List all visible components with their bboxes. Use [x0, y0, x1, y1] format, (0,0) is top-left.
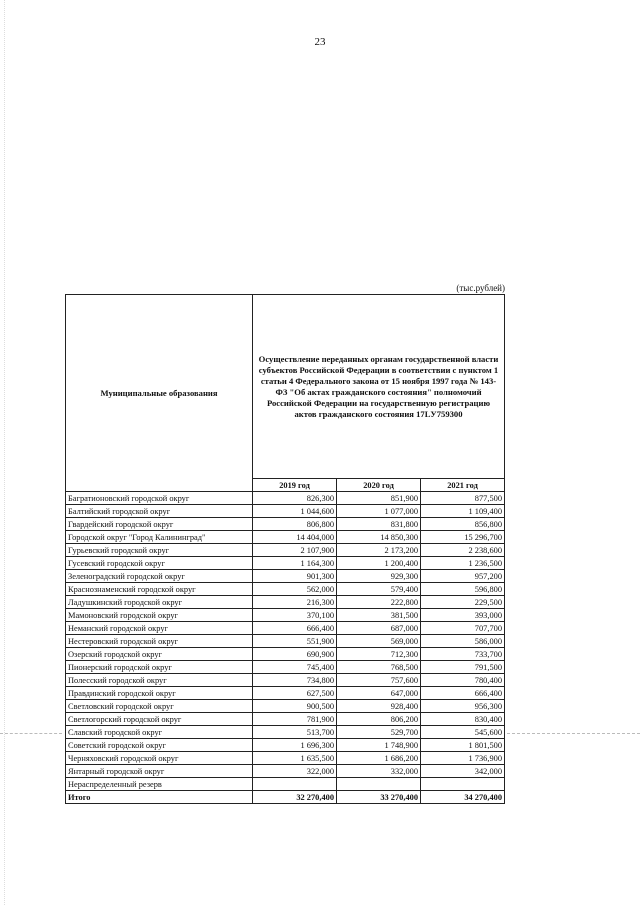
- amount-cell-2019: [253, 778, 337, 791]
- table-row: [66, 726, 505, 739]
- amount-cell-2019: 781,900: [253, 713, 337, 726]
- amount-cell-2021: 229,500: [421, 596, 505, 609]
- amount-cell-2021: 1 236,500: [421, 557, 505, 570]
- amount-cell-2021: 791,500: [421, 661, 505, 674]
- amount-cell-2020: 579,400: [337, 583, 421, 596]
- amount-cell-2020: 712,300: [337, 648, 421, 661]
- amount-cell-2019: 900,500: [253, 700, 337, 713]
- amount-cell-2020: 687,000: [337, 622, 421, 635]
- amount-cell-2019: 322,000: [253, 765, 337, 778]
- table-row: [66, 557, 505, 570]
- amount-cell-2019: 216,300: [253, 596, 337, 609]
- table-row: [66, 778, 505, 791]
- amount-cell-2021: 2 238,600: [421, 544, 505, 557]
- amount-cell-2019: 627,500: [253, 687, 337, 700]
- amount-cell-2019: 666,400: [253, 622, 337, 635]
- table-body: [66, 492, 505, 804]
- table-row: [66, 596, 505, 609]
- table-row: [66, 713, 505, 726]
- amount-cell-2021: 957,200: [421, 570, 505, 583]
- amount-cell-2019: 562,000: [253, 583, 337, 596]
- column-header-year-2021: 2021 год: [421, 479, 505, 492]
- table-row: [66, 544, 505, 557]
- amount-cell-2020: 569,000: [337, 635, 421, 648]
- municipality-name-cell: Гусевский городской округ: [66, 557, 253, 570]
- column-header-year-2020: 2020 год: [337, 479, 421, 492]
- amount-cell-2021: 956,300: [421, 700, 505, 713]
- amount-cell-2021: 393,000: [421, 609, 505, 622]
- table-row: [66, 505, 505, 518]
- table-row: [66, 609, 505, 622]
- amount-cell-2021: [421, 778, 505, 791]
- amount-cell-2020: 381,500: [337, 609, 421, 622]
- table-row: [66, 531, 505, 544]
- municipality-name-cell: Черняховский городской округ: [66, 752, 253, 765]
- amount-cell-2019: 14 404,000: [253, 531, 337, 544]
- amount-cell-2020: 529,700: [337, 726, 421, 739]
- amount-cell-2019: 1 044,600: [253, 505, 337, 518]
- amount-cell-2021: 586,000: [421, 635, 505, 648]
- amount-cell-2021: 733,700: [421, 648, 505, 661]
- table-row: [66, 570, 505, 583]
- table-row: [66, 700, 505, 713]
- municipality-name-cell: Балтийский городской округ: [66, 505, 253, 518]
- amount-cell-2020: 14 850,300: [337, 531, 421, 544]
- amount-cell-2019: 370,100: [253, 609, 337, 622]
- municipality-name-cell: Полесский городской округ: [66, 674, 253, 687]
- amount-cell-2019: 1 164,300: [253, 557, 337, 570]
- header-row-main: [66, 295, 505, 479]
- amount-cell-2020: 806,200: [337, 713, 421, 726]
- amount-cell-2021: 1 109,400: [421, 505, 505, 518]
- amount-cell-2021: 830,400: [421, 713, 505, 726]
- amount-cell-2019: 734,800: [253, 674, 337, 687]
- amount-cell-2019: 901,300: [253, 570, 337, 583]
- amount-cell-2020: 1 077,000: [337, 505, 421, 518]
- amount-cell-2021: 596,800: [421, 583, 505, 596]
- amount-cell-2020: [337, 778, 421, 791]
- table-row: [66, 492, 505, 505]
- amount-cell-2021: 877,500: [421, 492, 505, 505]
- amount-cell-2019: 1 696,300: [253, 739, 337, 752]
- amount-cell-2021: 545,600: [421, 726, 505, 739]
- amount-cell-2019: 826,300: [253, 492, 337, 505]
- amount-cell-2020: 2 173,200: [337, 544, 421, 557]
- municipality-name-cell: Светлогорский городской округ: [66, 713, 253, 726]
- municipality-name-cell: Нестеровский городской округ: [66, 635, 253, 648]
- amount-cell-2020: 831,800: [337, 518, 421, 531]
- amount-cell-2020: 768,500: [337, 661, 421, 674]
- municipality-name-cell: Мамоновский городской округ: [66, 609, 253, 622]
- total-label-cell: Итого: [66, 791, 253, 804]
- appropriations-table-container: [65, 294, 505, 804]
- amount-cell-2020: 928,400: [337, 700, 421, 713]
- municipality-name-cell: Неманский городской округ: [66, 622, 253, 635]
- amount-cell-2019: 1 635,500: [253, 752, 337, 765]
- total-amount-cell-2020: 33 270,400: [337, 791, 421, 804]
- amount-cell-2020: 929,300: [337, 570, 421, 583]
- municipality-name-cell: Озерский городской округ: [66, 648, 253, 661]
- municipality-name-cell: Правдинский городской округ: [66, 687, 253, 700]
- municipality-name-cell: Нераспределенный резерв: [66, 778, 253, 791]
- table-row: [66, 752, 505, 765]
- table-row: [66, 674, 505, 687]
- municipality-name-cell: Советский городской округ: [66, 739, 253, 752]
- municipality-name-cell: Светловский городской округ: [66, 700, 253, 713]
- table-row: [66, 635, 505, 648]
- table-row: [66, 765, 505, 778]
- amount-cell-2020: 1 686,200: [337, 752, 421, 765]
- appropriations-table: [65, 294, 505, 804]
- amount-cell-2019: 806,800: [253, 518, 337, 531]
- amount-cell-2019: 2 107,900: [253, 544, 337, 557]
- amount-cell-2021: 856,800: [421, 518, 505, 531]
- municipality-name-cell: Багратионовский городской округ: [66, 492, 253, 505]
- table-row: [66, 661, 505, 674]
- amount-cell-2021: 342,000: [421, 765, 505, 778]
- scan-dash-line-right: [507, 733, 640, 734]
- table-row: [66, 583, 505, 596]
- amount-cell-2021: 666,400: [421, 687, 505, 700]
- municipality-name-cell: Ладушкинский городской округ: [66, 596, 253, 609]
- amount-cell-2019: 690,900: [253, 648, 337, 661]
- amount-cell-2020: 1 200,400: [337, 557, 421, 570]
- amount-cell-2020: 332,000: [337, 765, 421, 778]
- total-row: [66, 791, 505, 804]
- scan-dash-line-left: [0, 733, 62, 734]
- amount-cell-2019: 551,900: [253, 635, 337, 648]
- amount-cell-2021: 15 296,700: [421, 531, 505, 544]
- amount-cell-2021: 780,400: [421, 674, 505, 687]
- amount-cell-2021: 707,700: [421, 622, 505, 635]
- column-header-municipalities: Муниципальные образования: [66, 295, 253, 492]
- municipality-name-cell: Славский городской округ: [66, 726, 253, 739]
- table-row: [66, 518, 505, 531]
- table-row: [66, 622, 505, 635]
- municipality-name-cell: Янтарный городской округ: [66, 765, 253, 778]
- column-header-year-2019: 2019 год: [253, 479, 337, 492]
- unit-note: (тыс.рублей): [456, 283, 505, 293]
- municipality-name-cell: Гурьевский городской округ: [66, 544, 253, 557]
- total-amount-cell-2019: 32 270,400: [253, 791, 337, 804]
- margin-scan-line: [4, 0, 5, 905]
- amount-cell-2020: 757,600: [337, 674, 421, 687]
- total-amount-cell-2021: 34 270,400: [421, 791, 505, 804]
- amount-cell-2020: 647,000: [337, 687, 421, 700]
- municipality-name-cell: Зеленоградский городской округ: [66, 570, 253, 583]
- amount-cell-2021: 1 801,500: [421, 739, 505, 752]
- amount-cell-2020: 1 748,900: [337, 739, 421, 752]
- page-number: 23: [314, 36, 326, 48]
- municipality-name-cell: Пионерский городской округ: [66, 661, 253, 674]
- amount-cell-2021: 1 736,900: [421, 752, 505, 765]
- municipality-name-cell: Городской округ "Город Калининград": [66, 531, 253, 544]
- column-header-description: Осуществление переданных органам государственной власти субъектов Российской Федерации в соответствии с пунктом 1 статьи 4 Федерального закона от 15 ноября 1997 года № 143-ФЗ "Об актах гражданского состояния" полномочий Российской Федерации на государственную регистрацию актов гражданского состояния 17LУ759300: [253, 295, 505, 479]
- table-row: [66, 687, 505, 700]
- table-row: [66, 739, 505, 752]
- amount-cell-2019: 745,400: [253, 661, 337, 674]
- amount-cell-2019: 513,700: [253, 726, 337, 739]
- municipality-name-cell: Гвардейский городской округ: [66, 518, 253, 531]
- amount-cell-2020: 222,800: [337, 596, 421, 609]
- table-row: [66, 648, 505, 661]
- municipality-name-cell: Краснознаменский городской округ: [66, 583, 253, 596]
- amount-cell-2020: 851,900: [337, 492, 421, 505]
